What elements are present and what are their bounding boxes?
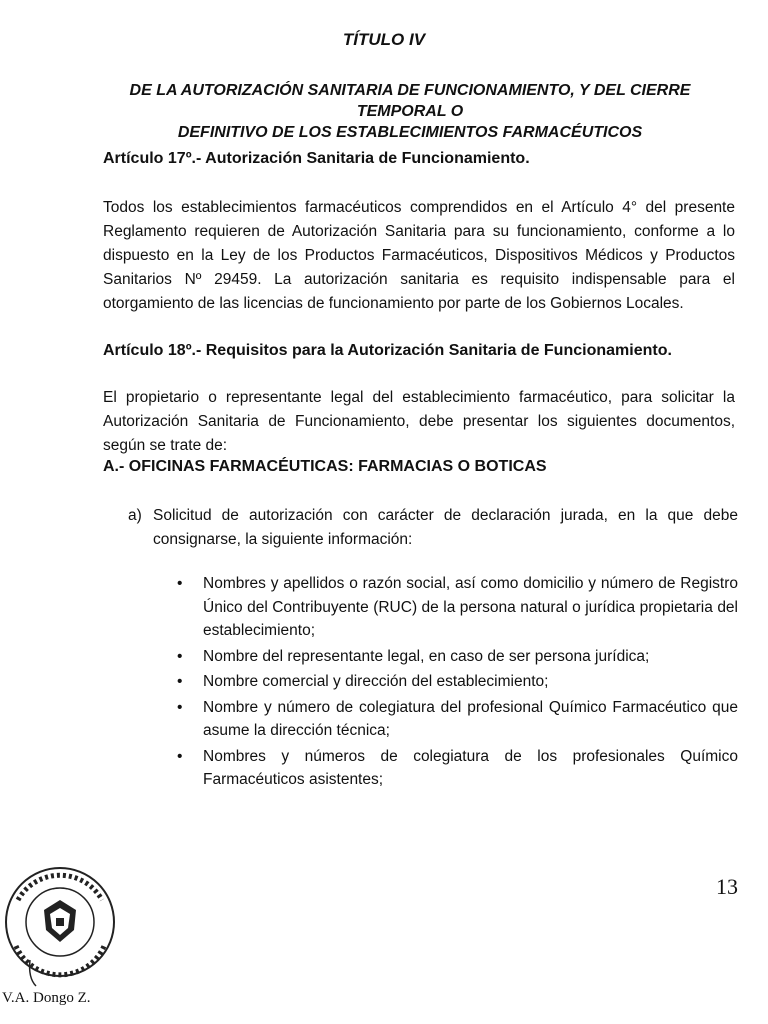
official-seal-icon bbox=[0, 860, 130, 990]
item-a bbox=[128, 504, 738, 552]
article-18-body: El propietario o representante legal del establecimiento farmacéutico, para solicitar la Autorización Sanitaria de Funcionamiento, debe presentar los siguientes documentos, según se trate de: bbox=[103, 389, 735, 454]
item-a-text: Solicitud de autorización con carácter de declaración jurada, en la que debe consignarse, la siguiente información: bbox=[153, 507, 738, 548]
document-subtitle bbox=[90, 80, 730, 143]
item-a-marker: a) bbox=[128, 507, 142, 524]
list-item-text: Nombre comercial y dirección del establecimiento; bbox=[203, 673, 549, 690]
bullet-icon: • bbox=[177, 698, 183, 716]
subtitle-line-1: DE LA AUTORIZACIÓN SANITARIA DE FUNCIONAMIENTO, Y DEL CIERRE TEMPORAL O bbox=[129, 82, 691, 120]
bullet-icon: • bbox=[177, 575, 183, 592]
section-a-heading: A.- OFICINAS FARMACÉUTICAS: FARMACIAS O BOTICAS bbox=[103, 458, 547, 475]
list-item-text: Nombres y números de colegiatura de los profesionales Químico Farmacéuticos asistentes; bbox=[203, 747, 738, 788]
signature-name: V.A. Dongo Z. bbox=[2, 990, 91, 1006]
bullet-icon: • bbox=[177, 647, 183, 665]
list-item bbox=[175, 572, 738, 643]
article-17-heading: Artículo 17º.- Autorización Sanitaria de Funcionamiento. bbox=[103, 150, 530, 167]
list-item bbox=[175, 745, 738, 792]
list-item-text: Nombre y número de colegiatura del profesional Químico Farmacéutico que asume la dirección técnica; bbox=[203, 698, 738, 739]
list-item bbox=[175, 645, 738, 669]
page-number: 13 bbox=[716, 874, 738, 899]
list-item-text: Nombre del representante legal, en caso de ser persona jurídica; bbox=[203, 647, 650, 665]
article-17-body: Todos los establecimientos farmacéuticos comprendidos en el Artículo 4° del presente Reglamento requieren de Autorización Sanitaria para su funcionamiento, conforme a lo dispuesto en la Ley de los Productos Farmacéuticos, Dispositivos Médicos y Productos Sanitarios Nº 29459. La autorización sanitaria es requisito indispensable para el otorgamiento de las licencias de funcionamiento por parte de los Gobiernos Locales. bbox=[103, 199, 735, 312]
list-item bbox=[175, 696, 738, 743]
subtitle-line-2: DEFINITIVO DE LOS ESTABLECIMIENTOS FARMACÉUTICOS bbox=[177, 124, 643, 141]
bullet-icon: • bbox=[177, 747, 183, 765]
bullet-icon: • bbox=[177, 673, 183, 690]
list-item bbox=[175, 670, 738, 694]
article-18-heading: Artículo 18º.- Requisitos para la Autorización Sanitaria de Funcionamiento. bbox=[103, 342, 672, 359]
list-item-text: Nombres y apellidos o razón social, así como domicilio y número de Registro Único del Contribuyente (RUC) de la persona natural o jurídica propietaria del establecimiento; bbox=[203, 575, 738, 639]
requirements-list bbox=[175, 572, 738, 794]
document-title: TÍTULO IV bbox=[342, 30, 426, 49]
